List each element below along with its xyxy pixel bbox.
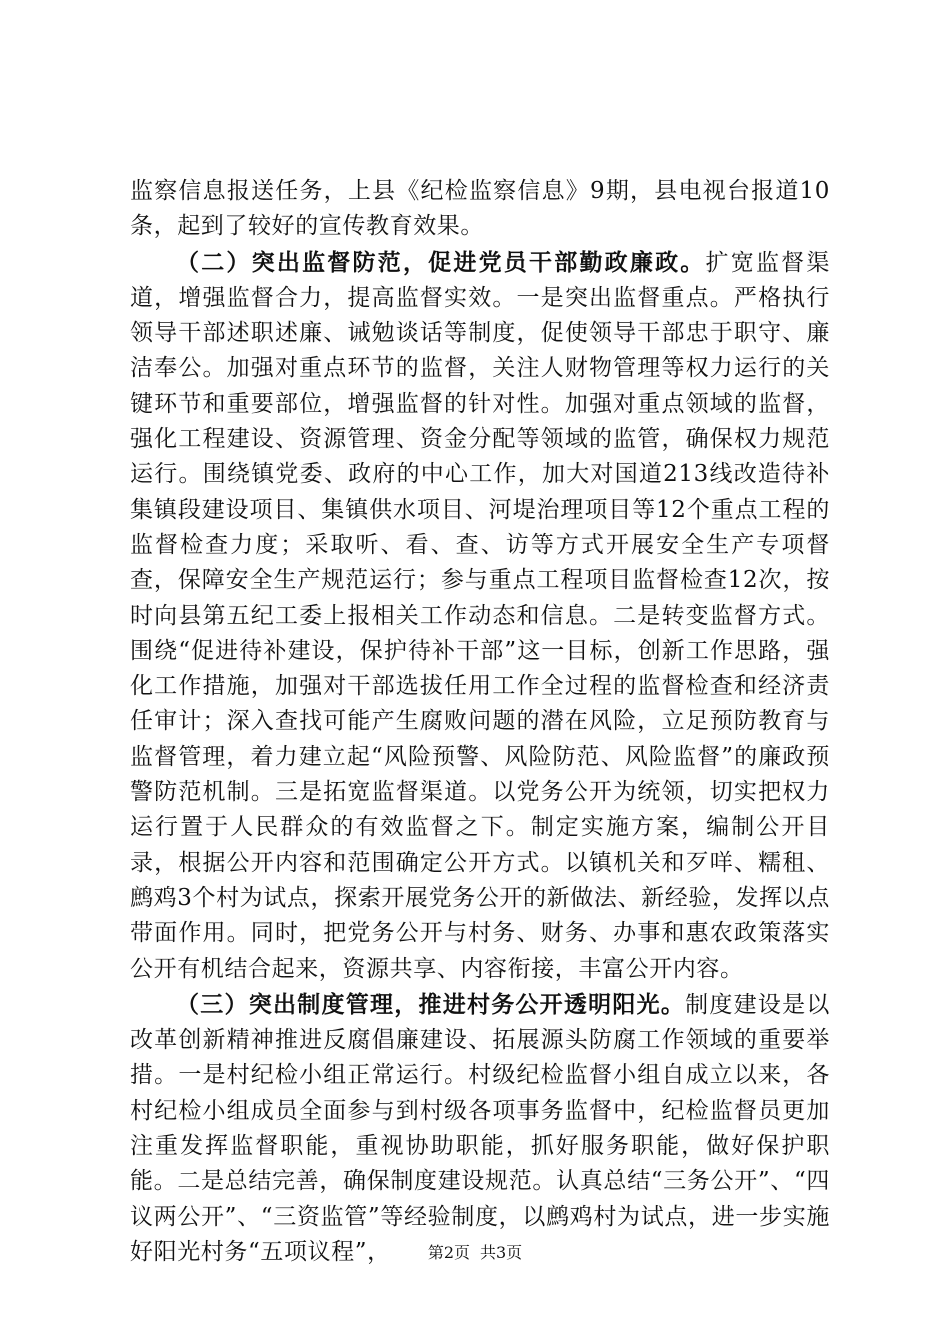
paragraph-text: 制度建设是以改革创新精神推进反腐倡廉建设、拓展源头防腐工作领域的重要举措。一是村纪检小组正常运行。村级纪检监督小组自成立以来，各村纪检小组成员全面参与到村级各项事务监督中，纪检监督员更加注重发挥监督职能，重视协助职能，抓好服务职能，做好保护职能。二是总结完善，确保制度建设规范。认真总结“三务公开”、“四议两公开”、“三资监管”等经验制度，以鹧鸡村为试点，进一步实施好阳光村务“五项议程”， <box>130 991 830 1265</box>
page-number: 第2页 <box>427 1243 470 1262</box>
paragraph-continuation <box>130 174 830 245</box>
section-heading: （二）突出监督防范，促进党员干部勤政廉政。 <box>176 248 706 276</box>
page-total: 共3页 <box>480 1243 523 1262</box>
page-footer <box>0 1243 950 1263</box>
paragraph-text: 监察信息报送任务，上县《纪检监察信息》9期，县电视台报道10条，起到了较好的宣传教育效果。 <box>130 178 830 240</box>
paragraph-text: 扩宽监督渠道，增强监督合力，提高监督实效。一是突出监督重点。严格执行领导干部述职述廉、诫勉谈话等制度，促使领导干部忠于职守、廉洁奉公。加强对重点环节的监督，关注人财物管理等权力运行的关键环节和重要部位，增强监督的针对性。加强对重点领域的监督，强化工程建设、资源管理、资金分配等领域的监管，确保权力规范运行。围绕镇党委、政府的中心工作，加大对国道213线改造待补集镇段建设项目、集镇供水项目、河堤治理项目等12个重点工程的监督检查力度；采取听、看、查、访等方式开展安全生产专项督查，保障安全生产规范运行；参与重点工程项目监督检查12次，按时向县第五纪工委上报相关工作动态和信息。二是转变监督方式。围绕“促进待补建设，保护待补干部”这一目标，创新工作思路，强化工作措施，加强对干部选拔任用工作全过程的监督检查和经济责任审计；深入查找可能产生腐败问题的潜在风险，立足预防教育与监督管理，着力建立起“风险预警、风险防范、风险监督”的廉政预警防范机制。三是拓宽监督渠道。以党务公开为统领，切实把权力运行置于人民群众的有效监督之下。制定实施方案，编制公开目录，根据公开内容和范围确定公开方式。以镇机关和歹咩、糯租、鹧鸡3个村为试点，探索开展党务公开的新做法、新经验，发挥以点带面作用。同时，把党务公开与村务、财务、办事和惠农政策落实公开有机结合起来，资源共享、内容衔接，丰富公开内容。 <box>130 249 830 982</box>
paragraph-section-2 <box>130 245 830 987</box>
document-body <box>130 174 830 1270</box>
paragraph-section-3 <box>130 987 830 1270</box>
section-heading: （三）突出制度管理，推进村务公开透明阳光。 <box>176 990 686 1018</box>
